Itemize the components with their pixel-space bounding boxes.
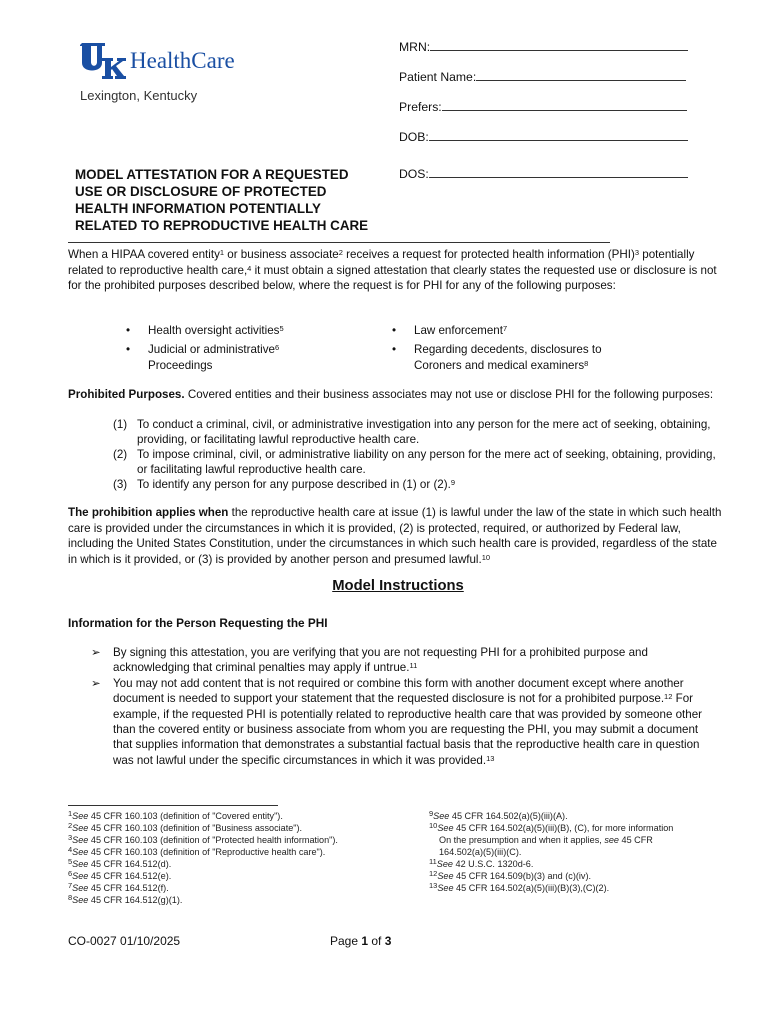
requester-subheading: Information for the Person Requesting the PHI — [68, 616, 328, 630]
bullet-decedents: • Regarding decedents, disclosures to Coroners and medical examiners$^8$ — [392, 343, 602, 372]
intro-paragraph: When a HIPAA covered entity$^1$ or business associate$^2$ receives a request for protected health information (PHI)$^3$ potentially related to reproductive health care,$^4$ it must obtain a signed attestation that clearly states the requested use or disclosure is not for the prohibited purposes described below, where the request is for PHI for any of the following purposes: — [68, 248, 717, 293]
prohibited-purposes-paragraph: Prohibited Purposes. Covered entities and their business associates may not use or disclose PHI for the following purposes: — [68, 388, 714, 401]
footnotes-right — [429, 810, 729, 894]
form-code: CO-0027 01/10/2025 — [68, 934, 181, 948]
prefers-field[interactable] — [399, 98, 687, 114]
footnote: $^4$See 45 CFR 160.103 (definition of "Reproductive health care"). — [68, 845, 326, 857]
footnote: $^{12}$See 45 CFR 164.509(b)(3) and (c)(iv). — [429, 869, 591, 881]
mrn-line[interactable] — [430, 38, 688, 51]
document-title — [75, 166, 385, 234]
page-number: Page 1 of 3 — [330, 934, 392, 948]
prefers-line[interactable] — [442, 98, 687, 111]
list-item: ➢ By signing this attestation, you are verifying that you are not requesting PHI for a prohibited purpose and acknowledging that criminal penalties may apply if untrue.$^{11}$ — [91, 646, 648, 675]
list-item: (1) To conduct a criminal, civil, or administrative investigation into any person for the mere act of seeking, obtaining, providing, or facilitating lawful reproductive health care. — [113, 418, 711, 446]
bullet-dot-icon: • — [392, 343, 397, 356]
title-line: MODEL ATTESTATION FOR A REQUESTED — [75, 167, 349, 182]
arrow-bullet-icon: ➢ — [91, 646, 101, 659]
instructions-list — [91, 645, 718, 768]
bullet-law-enforcement: • Law enforcement$^7$ — [392, 324, 508, 337]
dos-line[interactable] — [429, 165, 688, 178]
bullet-judicial: • Judicial or administrative$^6$ Proceedings — [126, 343, 280, 372]
footnote: $^5$See 45 CFR 164.512(d). — [68, 857, 172, 869]
title-line: HEALTH INFORMATION POTENTIALLY — [75, 201, 321, 216]
prohibited-list — [113, 417, 723, 492]
patient-name-label: Patient Name: — [399, 70, 477, 84]
bullet-dot-icon: • — [126, 324, 131, 337]
footnote: $^{10}$See 45 CFR 164.502(a)(5)(iii)(B), (C), for more information — [429, 821, 674, 833]
bullet-dot-icon: • — [126, 343, 131, 356]
model-instructions-heading: Model Instructions — [332, 578, 464, 594]
footnote: $^{11}$See 42 U.S.C. 1320d-6. — [429, 857, 534, 869]
footnote: $^6$See 45 CFR 164.512(e). — [68, 869, 172, 881]
dos-label: DOS: — [399, 167, 429, 181]
bullet-health-oversight: • Health oversight activities$^5$ — [126, 324, 284, 337]
logo-city: Lexington, Kentucky — [80, 88, 198, 103]
mrn-label: MRN: — [399, 40, 431, 54]
dob-label: DOB: — [399, 130, 429, 144]
arrow-bullet-icon: ➢ — [91, 676, 101, 690]
prefers-label: Prefers: — [399, 100, 442, 114]
list-item: (3) To identify any person for any purpose described in (1) or (2).$^9$ — [113, 478, 456, 491]
footnote: $^9$See 45 CFR 164.502(a)(5)(iii)(A). — [429, 809, 568, 821]
prohibition-applies-paragraph: The prohibition applies when the reproductive health care at issue (1) is lawful under the law of the state in which such health care is provided under the circumstances in which it is provided, (2) is protected, required, or authorized by Federal law, including the United States Constitution, under the circumstances in which such health care is provided, regardless of the state in which is it provided, or (3) is provided by another person and presumed lawful.$^{10}$ — [68, 506, 722, 566]
footnote: $^7$See 45 CFR 164.512(f). — [68, 881, 169, 893]
list-item: (2) To impose criminal, civil, or administrative liability on any person for the mere act of seeking, obtaining, providing, or facilitating lawful reproductive health care. — [113, 448, 716, 476]
footnote: $^{13}$See 45 CFR 164.502(a)(5)(iii)(B)(3),(C)(2). — [429, 881, 610, 893]
uk-healthcare-logo — [80, 40, 260, 110]
patient-name-field[interactable] — [399, 68, 686, 84]
uk-logo-mark-icon — [80, 40, 126, 82]
bullet-dot-icon: • — [392, 324, 397, 337]
footnote: On the presumption and when it applies, see 45 CFR — [439, 835, 653, 845]
dob-line[interactable] — [429, 128, 688, 141]
list-item: ➢ You may not add content that is not required or combine this form with another document except where another document is needed to support your statement that the requested disclosure is not for a prohibited purpose.$^{12}$ For example, if the requested PHI is potentially related to reproductive health care that was provided by someone other than the covered entity or business associate from whom you are requesting the PHI, you may submit a document that supplies information that demonstrates a substantial factual basis that the reproductive health care in question was not lawful under the specific circumstances in which it was provided.$^{13}$ — [91, 676, 703, 767]
title-line: RELATED TO REPRODUCTIVE HEALTH CARE — [75, 218, 369, 233]
title-divider — [68, 242, 610, 243]
footnote: $^8$See 45 CFR 164.512(g)(1). — [68, 893, 183, 905]
footnote-divider — [68, 805, 278, 806]
footnote: $^1$See 45 CFR 160.103 (definition of "Covered entity"). — [68, 809, 283, 821]
footnote: 164.502(a)(5)(iii)(C). — [439, 847, 522, 857]
dob-field[interactable] — [399, 128, 688, 144]
dos-field[interactable] — [399, 165, 688, 181]
applies-label: The prohibition applies when — [68, 506, 229, 519]
logo-name: HealthCare — [130, 48, 235, 73]
patient-name-line[interactable] — [476, 68, 686, 81]
prohibited-label: Prohibited Purposes. — [68, 388, 185, 401]
title-line: USE OR DISCLOSURE OF PROTECTED — [75, 184, 327, 199]
mrn-field[interactable] — [399, 38, 688, 54]
footnote: $^3$See 45 CFR 160.103 (definition of "Protected health information"). — [68, 833, 338, 845]
footnote: $^2$See 45 CFR 160.103 (definition of "Business associate"). — [68, 821, 303, 833]
footnotes-left — [68, 810, 408, 906]
